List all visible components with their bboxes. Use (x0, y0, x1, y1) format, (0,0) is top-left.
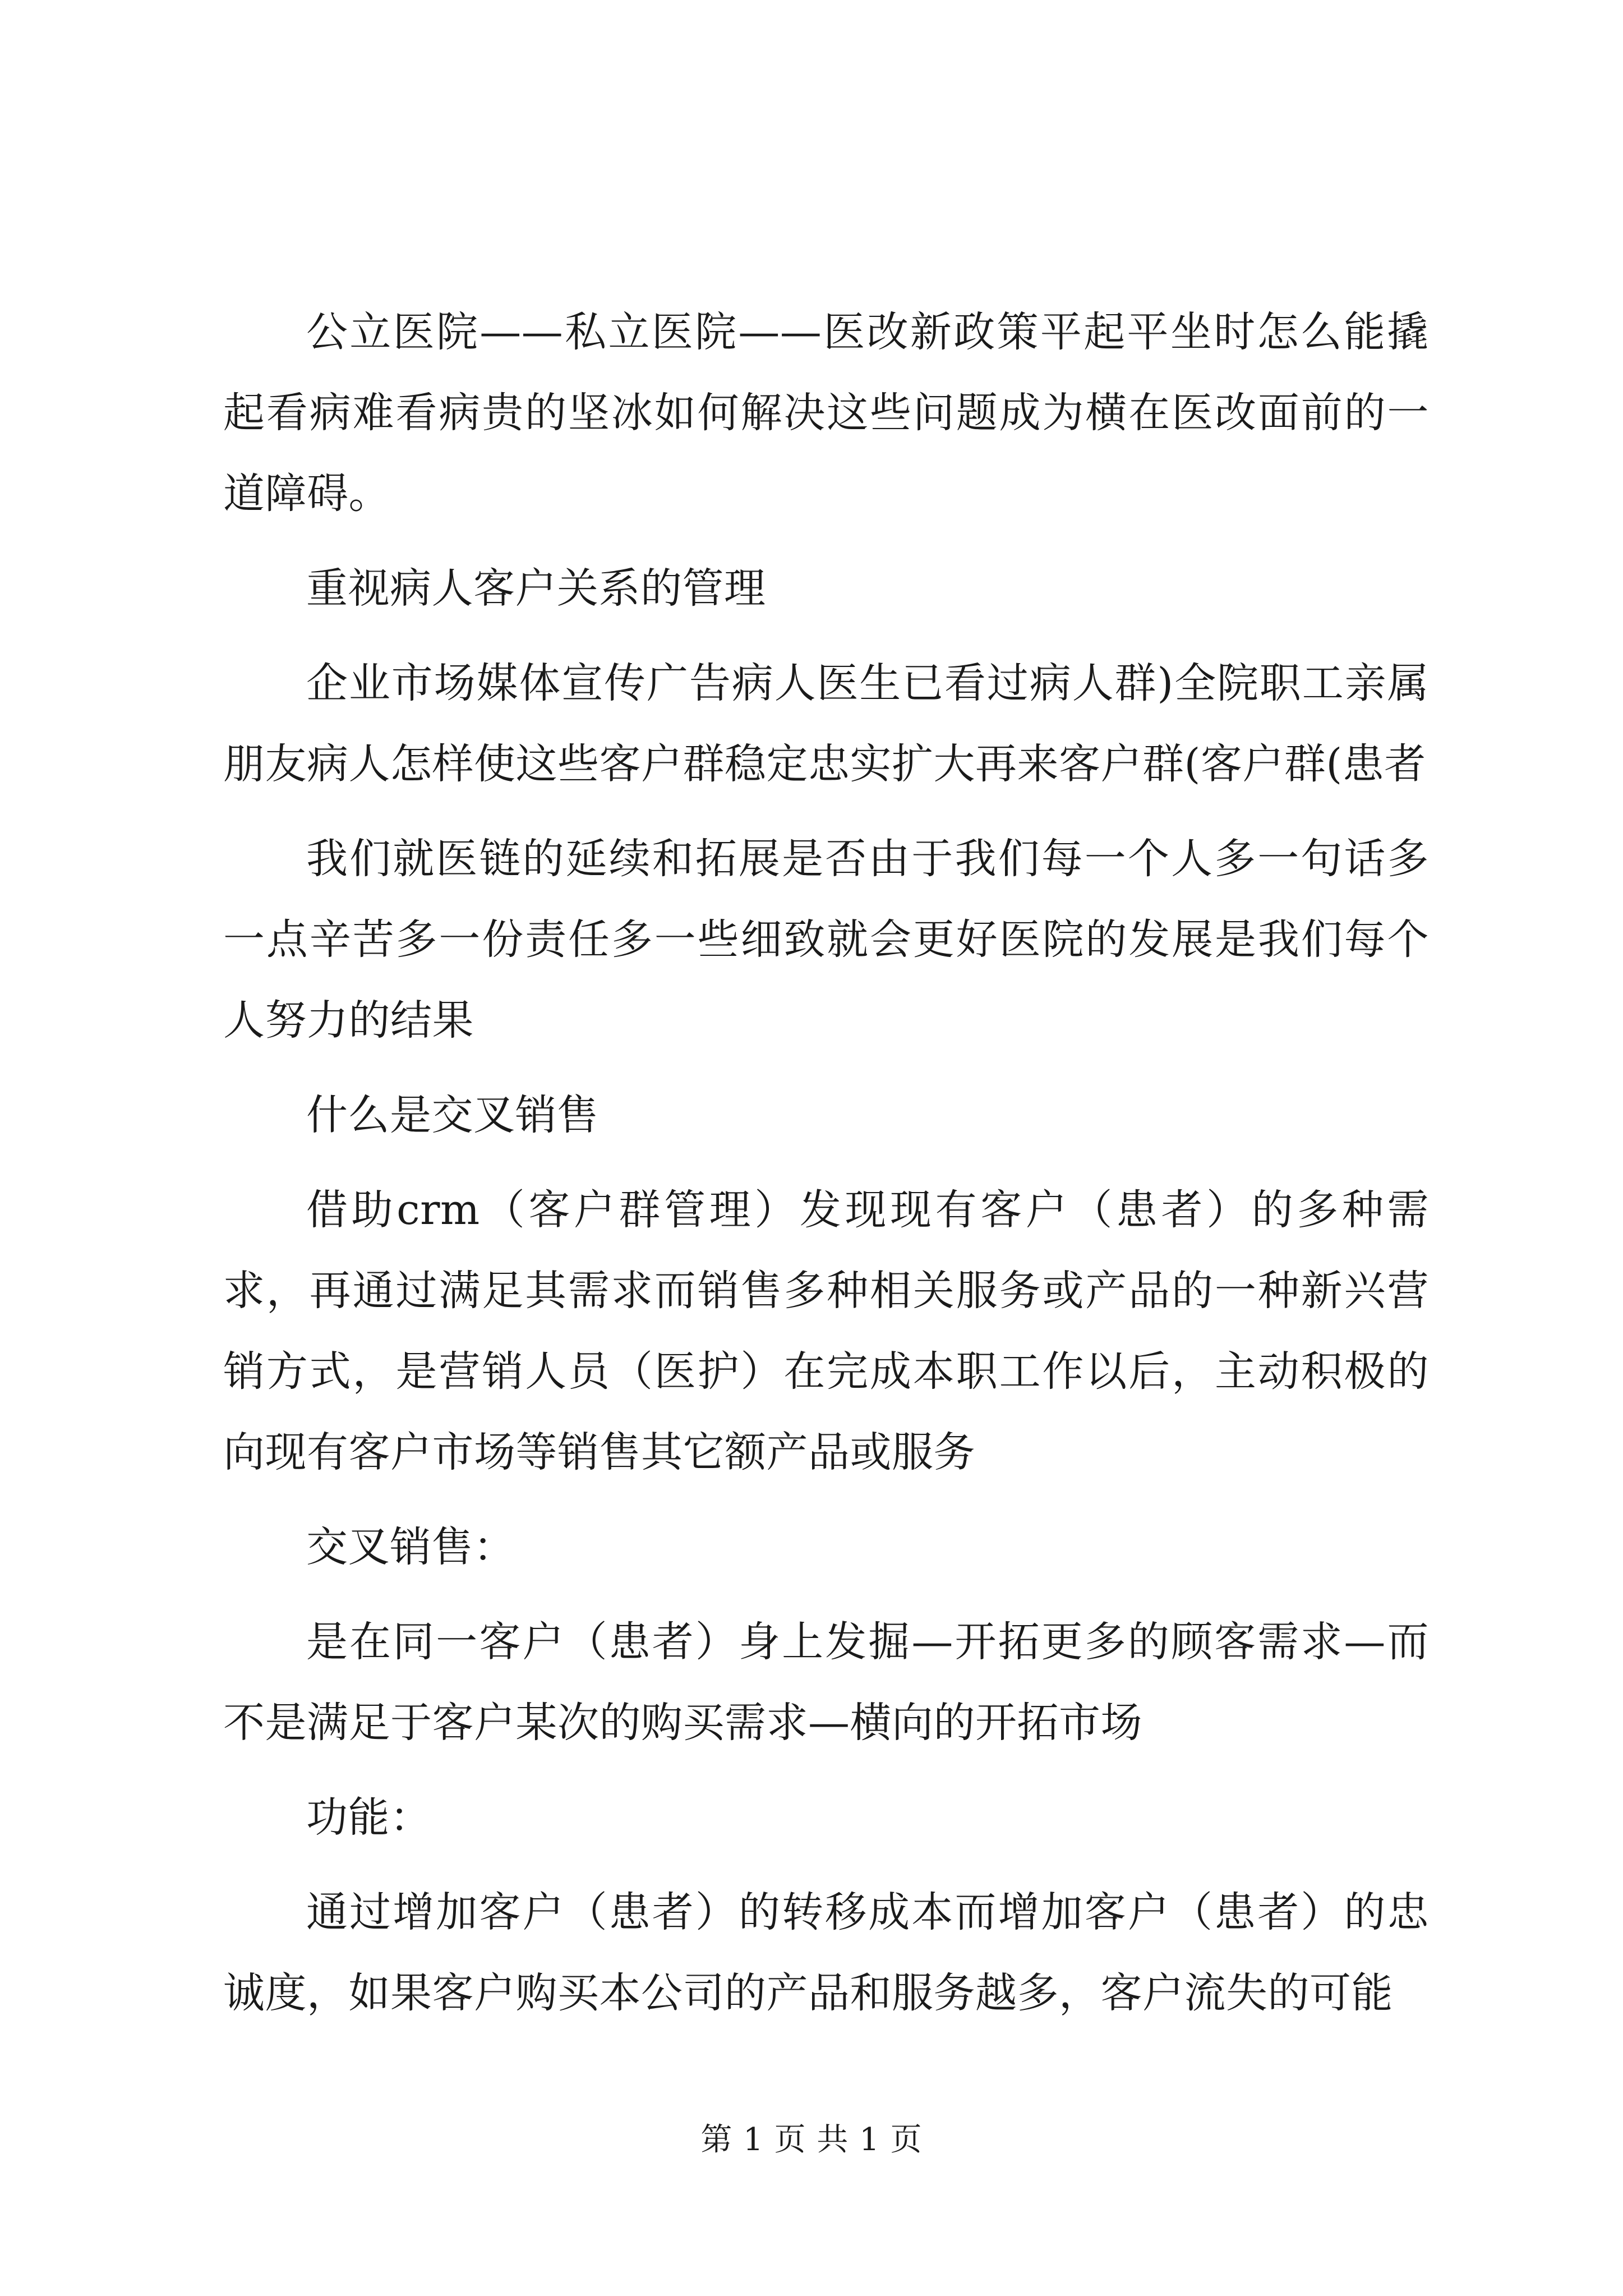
paragraph-8: 是在同一客户（患者）身上发掘—开拓更多的顾客需求—而不是满足于客户某次的购买需求—横向的开拓市场 (223, 1618, 1429, 1747)
paragraph-9: 功能： (306, 1793, 432, 1842)
paragraph-6: 借助crm（客户群管理）发现现有客户（患者）的多种需求，再通过满足其需求而销售多种相关服务或产品的一种新兴营销方式，是营销人员（医护）在完成本职工作以后，主动积极的向现有客户市场等销售其它额产品或服务 (223, 1186, 1429, 1476)
paragraph-3: 企业市场媒体宣传广告病人医生已看过病人群)全院职工亲属朋友病人怎样使这些客户群稳定忠实扩大再来客户群(客户群(患者 (223, 659, 1429, 788)
paragraph-10: 通过增加客户（患者）的转移成本而增加客户（患者）的忠诚度，如果客户购买本公司的产品和服务越多，客户流失的可能 (223, 1888, 1429, 2017)
paragraph-4: 我们就医链的延续和拓展是否由于我们每一个人多一句话多一点辛苦多一份责任多一些细致就会更好医院的发展是我们每个人努力的结果 (223, 835, 1429, 1045)
page-number-footer: 第 1 页 共 1 页 (700, 2122, 923, 2158)
paragraph-5: 什么是交叉销售 (306, 1091, 599, 1139)
document-body (223, 292, 1429, 2047)
paragraph-7: 交叉销售： (306, 1523, 515, 1571)
paragraph-2: 重视病人客户关系的管理 (306, 564, 766, 613)
paragraph-1: 公立医院——私立医院——医改新政策平起平坐时怎么能撬起看病难看病贵的坚冰如何解决这些问题成为横在医改面前的一道障碍。 (223, 308, 1429, 518)
